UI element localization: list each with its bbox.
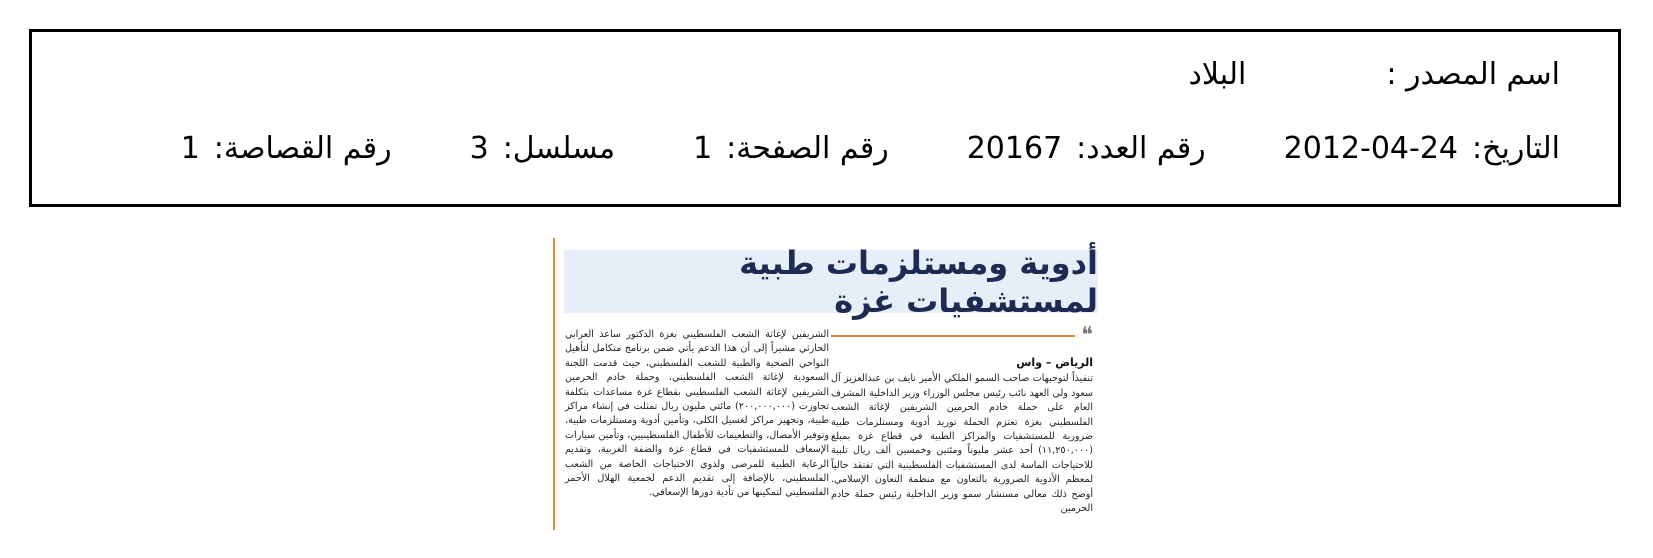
article-column-right bbox=[831, 323, 1093, 516]
metadata-row-details bbox=[72, 128, 1560, 168]
clip-number-value: 1 bbox=[180, 130, 200, 166]
article-paragraph-left: الشريفين لإغاثة الشعب الفلسطيني بغزة الدكتور ساعد العرابي الحارثي مشيراً إلى أن هذا الدعم يأتي ضمن برنامج متكامل لتأهيل النواحي الصحية والطبية للشعب الفلسطيني، حيث قدمت اللجنة السعودية لإغاثة الشعب الفلسطيني، وحملة خادم الحرمين الشريفين لإغاثة الشعب الفلسطيني بقطاع غزة مساعدات بتكلفة تجاوزت (٢٠٠,٠٠٠,٠٠٠) مائتي مليون ريال تمثلت في إنشاء مراكز طبية، وتجهيز مراكز لغسيل الكلى، وتأمين أدوية ومستلزمات طبية، وتوفير الأمصال، والتطعيمات للأطفال الفلسطينيين، وتأمين سيارات الإسعاف للمستشفيات في قطاع غزة والضفة الغربية، وتقديم الرعاية الطبية للمرضى ولذوي الاحتياجات الخاصة من الشعب الفلسطيني، بالإضافة إلى تقديم الدعم لجمعية الهلال الأحمر الفلسطيني لتمكينها من تأدية دورها الإسعافي. bbox=[565, 329, 829, 499]
serial-field bbox=[470, 131, 615, 166]
newspaper-clipping bbox=[553, 238, 1101, 530]
orange-divider bbox=[831, 335, 1075, 337]
metadata-row-source bbox=[72, 54, 1560, 94]
metadata-box bbox=[29, 29, 1621, 207]
issue-value: 20167 bbox=[966, 130, 1063, 166]
date-label: التاريخ: bbox=[1472, 130, 1560, 166]
page-value: 1 bbox=[693, 130, 713, 166]
serial-value: 3 bbox=[469, 130, 489, 166]
article-paragraph-right: تنفيذاً لتوجيهات صاحب السمو الملكي الأمير نايف بن عبدالعزيز آل سعود ولي العهد نائب رئيس مجلس الوزراء وزير الداخلية المشرف العام على حملة خادم الحرمين الشريفين لإغاثة الشعب الفلسطيني بغزة تعتزم الحملة توريد أدوية ومستلزمات طبية ضرورية للمستشفيات والمراكز الطبية في قطاع غزة بمبلغ (١١,٢٥٠,٠٠٠) أحد عشر مليوناً ومئتين وخمسين ألف ريال تلبية للاحتياجات الماسة لدى المستشفيات الفلسطينية التي تفتقد حالياً لمعظم الأدوية الضرورية بالتعاون مع منظمة التعاون الإسلامي. أوضح ذلك معالي مستشار سمو وزير الداخلية رئيس حملة خادم الحرمين bbox=[831, 373, 1093, 515]
page-label: رقم الصفحة: bbox=[726, 130, 889, 166]
headline-band bbox=[564, 243, 1098, 320]
issue-label: رقم العدد: bbox=[1076, 130, 1206, 166]
date-value: 2012-04-24 bbox=[1283, 130, 1459, 166]
quote-mark-icon: ❝ bbox=[1081, 323, 1093, 348]
clip-number-label: رقم القصاصة: bbox=[213, 130, 392, 166]
date-field bbox=[1284, 131, 1560, 166]
clipping-left-rule bbox=[553, 238, 555, 530]
source-value: البلاد bbox=[1188, 56, 1247, 92]
quote-divider bbox=[831, 323, 1093, 348]
source-label: اسم المصدر : bbox=[1386, 56, 1560, 92]
issue-field bbox=[967, 131, 1206, 166]
source-field bbox=[1189, 57, 1560, 92]
page-field bbox=[693, 131, 889, 166]
serial-label: مسلسل: bbox=[502, 130, 616, 166]
article-dateline: الرياض – واس bbox=[1016, 356, 1093, 369]
article-headline: أدوية ومستلزمات طبية لمستشفيات غزة bbox=[739, 243, 1098, 320]
article-column-left bbox=[565, 328, 829, 501]
clip-number-field bbox=[181, 131, 392, 166]
